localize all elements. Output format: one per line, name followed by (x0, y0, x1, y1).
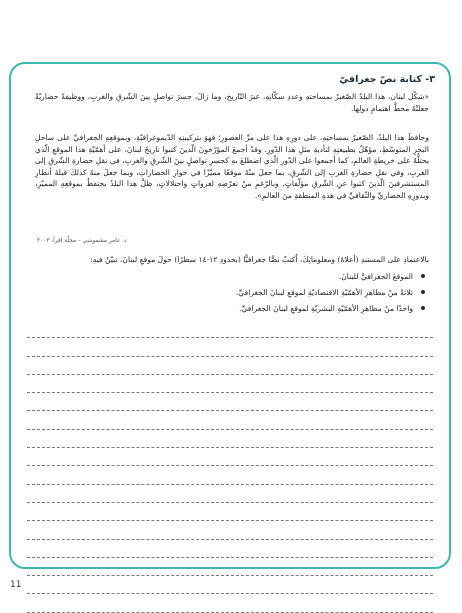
writing-line[interactable] (27, 338, 433, 356)
bullet-text: ثلاثةً منْ مظاهرِ الأهمّيّةِ الاقتصاديّةِ لموقعِ لبنانَ الجغرافيِّ. (235, 287, 413, 297)
writing-line[interactable] (27, 393, 433, 411)
writing-line[interactable] (27, 558, 433, 576)
exercise-frame (9, 62, 451, 569)
bullet-text: الموقعَ الجغرافيَّ للبنانَ. (338, 271, 413, 281)
writing-line[interactable] (27, 357, 433, 375)
bullet-item (45, 268, 425, 284)
citation: د. عامر مشموشي – مجلّة اقرأ، ٢٠٠٣ (37, 238, 127, 244)
writing-line[interactable] (27, 576, 433, 594)
writing-line[interactable] (27, 448, 433, 466)
writing-line[interactable] (27, 320, 433, 338)
body-paragraph: وحافظَ هذا البلدُ، الصّغيرُ بمساحتِهِ، على دورِهِ هذا على مرِّ العصورِ؛ فهوَ بتركيبتِهِ الدّيموغرافيّةِ، وبموقعِهِ الجغرافيِّ على ساحلِ البحرِ المتوسّطِ، مؤهّلٌ بطبيعتِهِ لتأديةِ مثلِ هذا الدّورِ. وقدْ أجمعَ المؤرّخونَ الّذينَ كتبوا تاريخَ لبنانَ، على أهمّيّةِ هذا الموقعِ الّذي يحتلُّهُ على خريطةِ العالمِ، كما أجمعوا على الدّورِ الّذي اضطلعَ بهِ كجسرِ تواصلٍ بينَ الشّرقِ والغربِ، في نقلِ حضارةِ الشّرقِ إلى الغربِ، وفي نقلِ حضارةِ الغربِ إلى الشّرقِ، بما جعلَ منْهُ موقعًا مميّزًا في حوارِ الحضاراتِ، وبما جعلَ منهُ كذلكَ قبلةَ أنظارِ المستشرقينَ الّذينَ كتبوا عنِ الشّرقِ مؤلّفاتٍ. وبالرّغمِ منْ تعرّضِهِ لغزواتٍ واحتلالاتٍ، ظلَّ هذا البلدُ يحتفظُ بموقعِهِ المميّزِ، وبدورِهِ الحضاريِّ والثّقافيِّ في هذهِ المنطقةِ منَ العالمِ». (35, 133, 429, 200)
writing-line[interactable] (27, 430, 433, 448)
writing-line[interactable] (27, 485, 433, 503)
page-number: 11 (10, 580, 22, 590)
writing-line[interactable] (27, 540, 433, 558)
bullet-item (45, 300, 425, 316)
bullet-text: واحدًا منْ مظاهرِ الأهمّيّةِ البشريّةِ لموقعِ لبنانَ الجغرافيِّ. (239, 303, 413, 313)
bullet-item (45, 284, 425, 300)
writing-line[interactable] (27, 411, 433, 429)
writing-line[interactable] (27, 594, 433, 612)
writing-line[interactable] (27, 466, 433, 484)
instruction-text: بالاعتمادِ على المستندِ (أعلاهُ) ومعلوماتِكَ، اُكتبْ نصًّا جغرافيًّا (بحدودِ ١٢-١٤ سطرًا) حولَ موقعِ لبنانَ، تبيّنُ فيهِ: (90, 255, 429, 264)
bullet-dot-icon (421, 274, 425, 278)
writing-line[interactable] (27, 503, 433, 521)
writing-line[interactable] (27, 521, 433, 539)
writing-lines[interactable] (27, 320, 433, 613)
writing-line[interactable] (27, 375, 433, 393)
bullet-dot-icon (421, 306, 425, 310)
bullet-list (45, 268, 425, 316)
section-heading: ٣- كتابة نصّ جغرافيّ (339, 74, 435, 85)
bullet-dot-icon (421, 290, 425, 294)
quote-paragraph: «شكّل لبنان، هذا البلدُ الصّغيرُ بمساحتهِ وعددِ سكّانِهِ، عبرَ التّاريخ، وما زالَ، جسرَ تواصلٍ بينَ الشّرقِ والغربِ، ووظيفةً حضاريّةً جعلتْهُ محطَّ اهتمامِ دولِها. (35, 92, 429, 113)
